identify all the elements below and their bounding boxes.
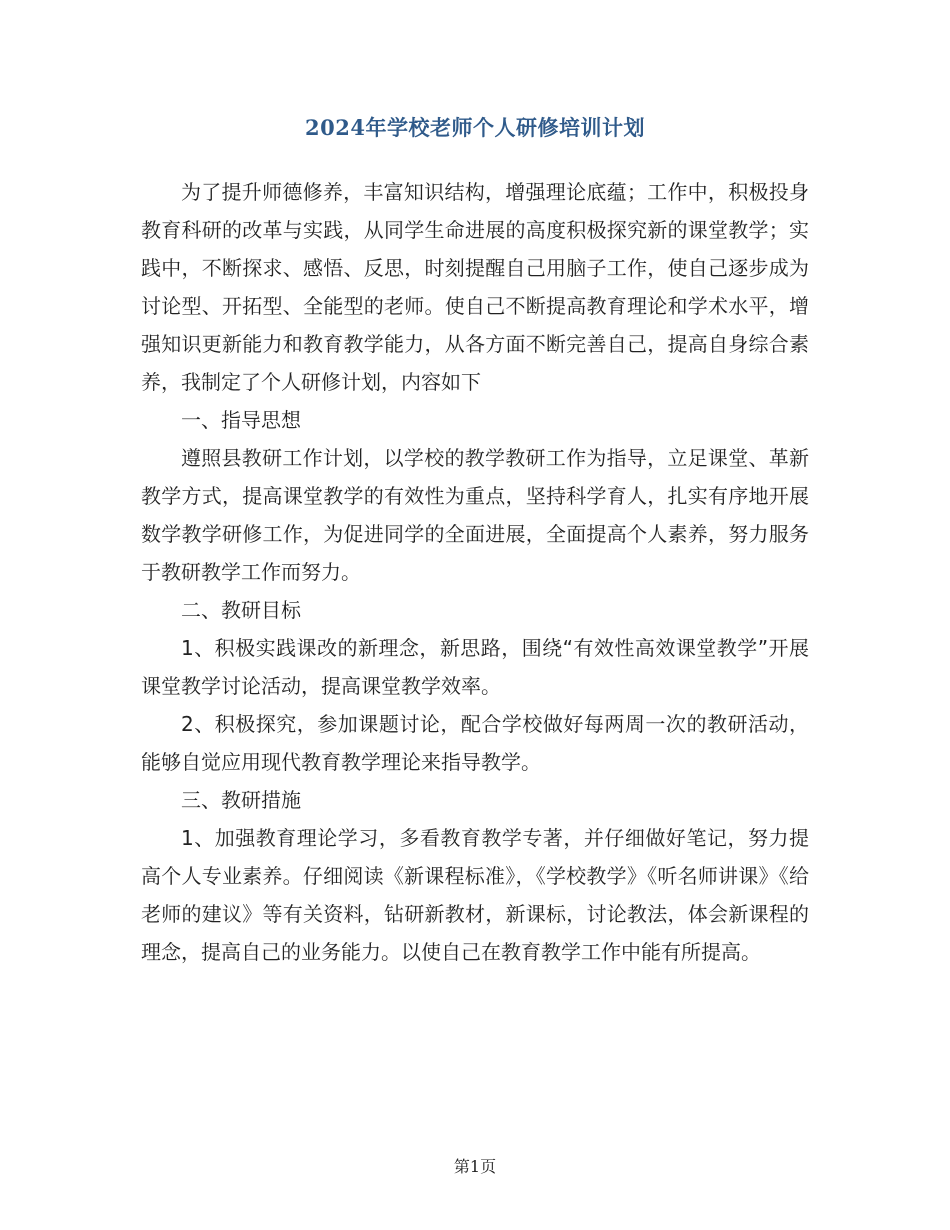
page-number: 第1页 [453, 1157, 497, 1176]
section-heading-research-goals: 二、教研目标 [181, 598, 301, 622]
section-heading-guiding-thought: 一、指导思想 [181, 408, 301, 432]
document-body [141, 173, 809, 971]
research-goal-item-2: 2、积极探究，参加课题讨论，配合学校做好每两周一次的教研活动，能够自觉应用现代教育教学理论来指导教学。 [141, 712, 809, 774]
research-measure-item-1: 1、加强教育理论学习，多看教育教学专著，并仔细做好笔记，努力提高个人专业素养。仔细阅读《新课程标准》，《学校教学》《听名师讲课》《给老师的建议》等有关资料，钻研新教材，新课标，讨论教法，体会新课程的理念，提高自己的业务能力。以使自己在教育教学工作中能有所提高。 [141, 826, 809, 964]
research-goal-item-1: 1、积极实践课改的新理念，新思路，围绕“有效性高效课堂教学”开展课堂教学讨论活动，提高课堂教学效率。 [141, 636, 809, 698]
section-heading-research-measures: 三、教研措施 [181, 788, 301, 812]
intro-paragraph: 为了提升师德修养，丰富知识结构，增强理论底蕴；工作中，积极投身教育科研的改革与实践，从同学生命进展的高度积极探究新的课堂教学；实践中，不断探求、感悟、反思，时刻提醒自己用脑子工作，使自己逐步成为讨论型、开拓型、全能型的老师。使自己不断提高教育理论和学术水平，增强知识更新能力和教育教学能力，从各方面不断完善自己，提高自身综合素养，我制定了个人研修计划，内容如下 [141, 180, 809, 394]
guiding-thought-paragraph: 遵照县教研工作计划，以学校的教学教研工作为指导，立足课堂、革新教学方式，提高课堂教学的有效性为重点，坚持科学育人，扎实有序地开展数学教学研修工作，为促进同学的全面进展，全面提高个人素养，努力服务于教研教学工作而努力。 [141, 446, 809, 584]
document-title: 2024年学校老师个人研修培训计划 [305, 115, 645, 140]
